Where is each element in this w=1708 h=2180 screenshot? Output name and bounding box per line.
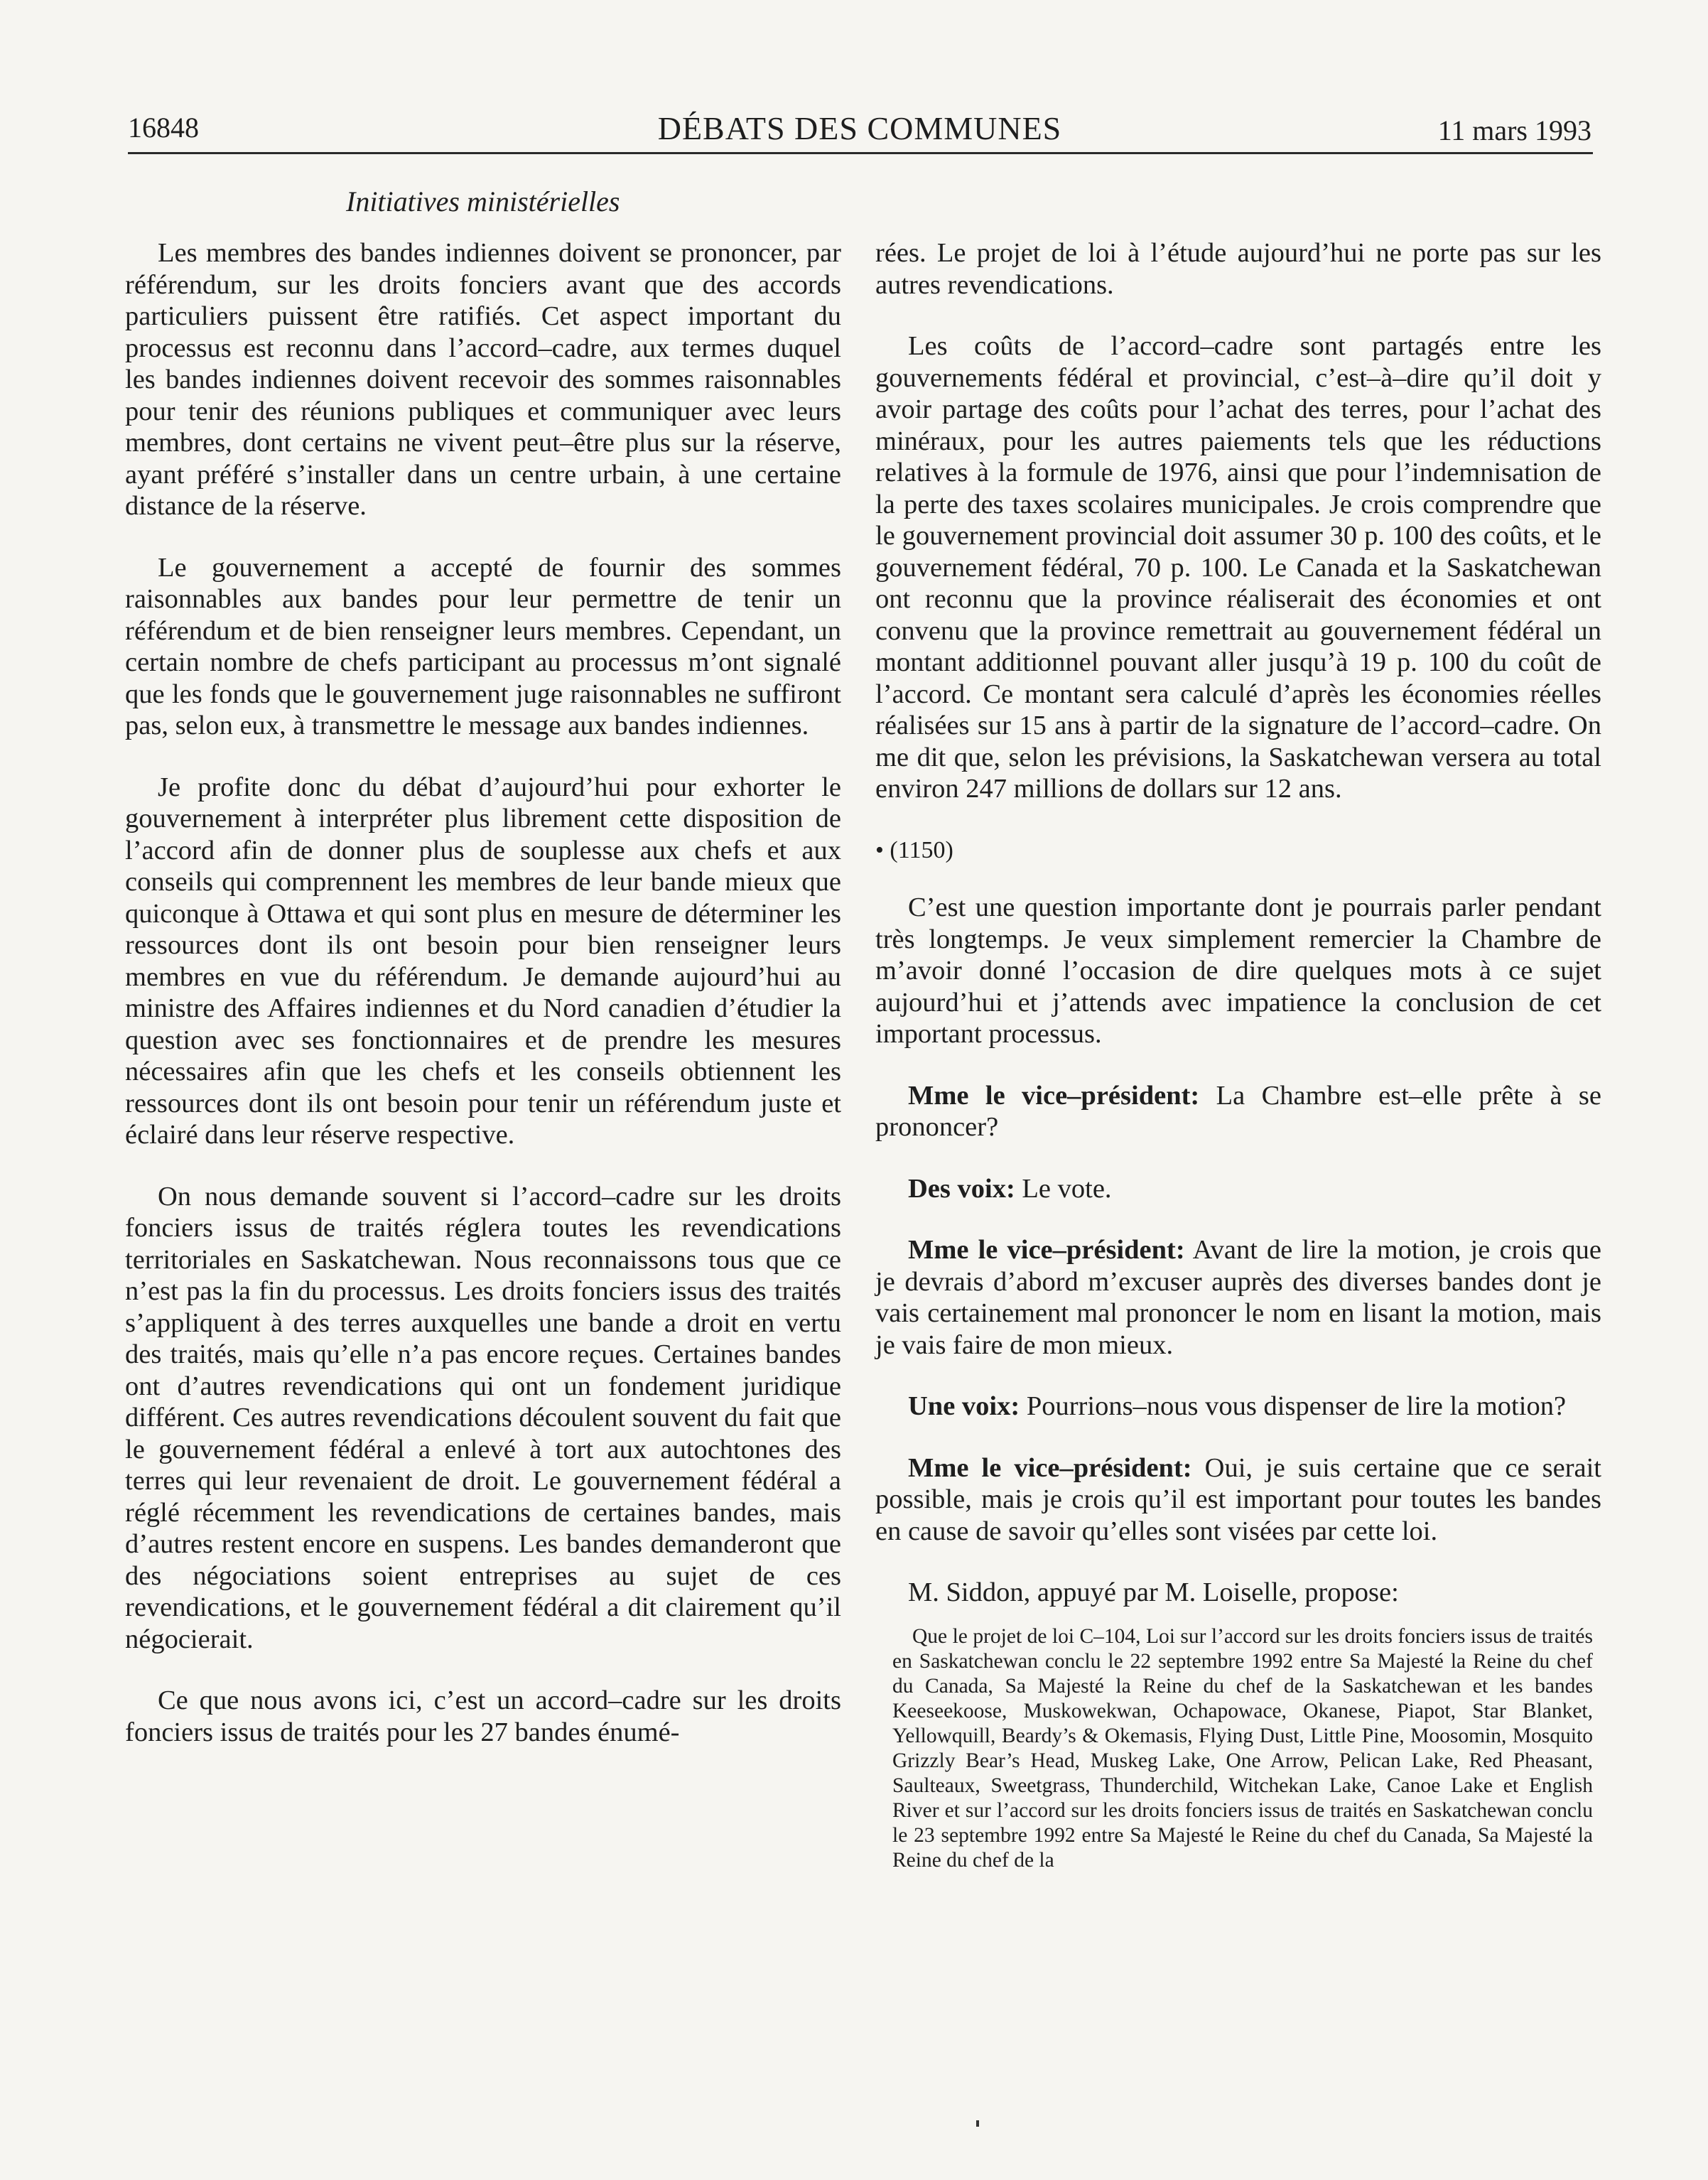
page-number: 16848 [128,112,199,144]
paragraph: On nous demande souvent si l’accord–cadre sur les droits fonciers issus de traités réglera toutes les revendications territoriales en Saskatchewan. Nous reconnaissons tous que ce n’est pas la fin du processus. Les droits fonciers issus des traités s’appliquent à des terres auxquelles une bande a droit en vertu des traités, mais qu’elle n’a pas encore reçues. Certaines bandes ont d’autres revendications qui ont un fondement juridique différent. Ces autres revendications découlent souvent du fait que le gouvernement fédéral a enlevé à tort aux autochtones des terres qui leur revenaient de droit. Le gouvernement fédéral a réglé récemment les revendications de certaines bandes, mais d’autres restent encore en suspens. Les bandes demanderont que des négociations soient entreprises au sujet de ces revendications, et le gouvernement fédéral a dit clairement qu’il négocierait. [125,1181,841,1654]
paragraph: Les coûts de l’accord–cadre sont partagés entre les gouvernements fédéral et provincial, c’est–à–dire qu’il doit y avoir partage des coûts pour l’achat des terres, pour l’achat des minéraux, pour les autres paiements tels que les réductions relatives à la formule de 1976, ainsi que pour l’indemnisation de la perte des taxes scolaires municipales. Je crois comprendre que le gouvernement provincial doit assumer 30 p. 100 des coûts, et le gouvernement fédéral, 70 p. 100. Le Canada et la Saskatchewan ont reconnu que la province réaliserait des économies et ont convenu que la province remettrait au gouvernement fédéral un montant additionnel pouvant aller jusqu’à 19 p. 100 du coût de l’accord. Ce montant sera calculé d’après les économies réelles réalisées sur 15 ans à partir de la signature de l’accord–cadre. On me dit que, selon les prévisions, la Saskatchewan versera au total environ 247 millions de dollars sur 12 ans. [875,331,1601,804]
speaker-name: Mme le vice–président: [908,1080,1200,1111]
speech-text: La Chambre est–elle prête à se prononcer? [875,1080,1601,1142]
paragraph: rées. Le projet de loi à l’étude aujourd’hui ne porte pas sur les autres revendications. [875,238,1601,300]
right-column [875,237,1601,1873]
left-column [125,237,841,1778]
paragraph: Ce que nous avons ici, c’est un accord–cadre sur les droits fonciers issus de traités pour les 27 bandes énumé- [125,1685,841,1747]
motion-intro: M. Siddon, appuyé par M. Loiselle, propose: [908,1577,1399,1607]
header-rule [128,152,1593,154]
speech-text: Le vote. [1015,1173,1112,1204]
speech [875,1173,1601,1205]
publication-title: DÉBATS DES COMMUNES [657,110,1062,146]
page-mark [976,2120,979,2127]
speech [875,1234,1601,1361]
page-header [128,111,1591,153]
speaker-name: Mme le vice–président: [908,1452,1192,1483]
speech [875,1080,1601,1143]
speaker-name: Une voix: [908,1391,1020,1421]
section-heading: Initiatives ministérielles [346,185,620,217]
paragraph: Les membres des bandes indiennes doivent se prononcer, par référendum, sur les droits fonciers avant que des accords particuliers puissent être ratifiés. Cet aspect important du processus est reconnu dans l’accord–cadre, aux termes duquel les bandes indiennes doivent recevoir des sommes raisonnables pour tenir des réunions publiques et communiquer avec leurs membres, dont certains ne vivent peut–être plus sur la réserve, ayant préféré s’installer dans un centre urbain, à une certaine distance de la réserve. [125,238,841,521]
speech-text: Avant de lire la motion, je crois que je devrais d’abord m’excuser auprès des diverses bandes dont je vais certainement mal prononcer le nom en lisant la motion, mais je vais faire de mon mieux. [875,1235,1601,1360]
speaker-name: Des voix: [908,1173,1015,1204]
speech-text: Oui, je suis certaine que ce serait possible, mais je crois qu’il est important pour toutes les bandes en cause de savoir qu’elles sont visées par cette loi. [875,1452,1601,1546]
speech [875,1452,1601,1548]
paragraph: Je profite donc du débat d’aujourd’hui pour exhorter le gouvernement à interpréter plus librement cette disposition de l’accord afin de donner plus de souplesse aux chefs et aux conseils qui comprennent les membres de leur bande mieux que quiconque à Ottawa et qui sont plus en mesure de déterminer les ressources dont ils ont besoin pour bien renseigner leurs membres en vue du référendum. Je demande aujourd’hui au ministre des Affaires indiennes et du Nord canadien d’étudier la question avec ses fonctionnaires et de prendre les mesures nécessaires afin que les chefs et les conseils obtiennent les ressources dont ils ont besoin pour tenir un référendum juste et éclairé dans leur réserve respective. [125,772,841,1150]
speaker-name: Mme le vice–président: [908,1235,1185,1265]
paragraph: Le gouvernement a accepté de fournir des sommes raisonnables aux bandes pour leur permettre de tenir un référendum et de bien renseigner leurs membres. Cependant, un certain nombre de chefs participant au processus m’ont signalé que les fonds que le gouvernement juge raisonnables ne suffiront pas, selon eux, à transmettre le message aux bandes indiennes. [125,552,841,740]
speech [875,1391,1601,1423]
speech-text: Pourrions–nous vous dispenser de lire la motion? [1020,1391,1567,1421]
publication-date: 11 mars 1993 [1437,114,1591,146]
time-marker: • (1150) [875,836,953,863]
paragraph: C’est une question importante dont je pourrais parler pendant très longtemps. Je veux simplement remercier la Chambre de m’avoir donné l’occasion de dire quelques mots à ce sujet aujourd’hui et j’attends avec impatience la conclusion de cet important processus. [875,892,1601,1049]
motion-text: Que le projet de loi C–104, Loi sur l’accord sur les droits fonciers issus de traités en Saskatchewan conclu le 22 septembre 1992 entre Sa Majesté la Reine du chef du Canada, Sa Majesté la Reine du chef de la Saskatchewan et les bandes Keeseekoose, Muskowekwan, Ochapowace, Okanese, Piapot, Star Blanket, Yellowquill, Beardy’s & Okemasis, Flying Dust, Little Pine, Moosomin, Mosquito Grizzly Bear’s Head, Muskeg Lake, One Arrow, Pelican Lake, Red Pheasant, Saulteaux, Sweetgrass, Thunderchild, Witchekan Lake, Canoe Lake et English River et sur l’accord sur les droits fonciers issus de traités en Saskatchewan conclu le 23 septembre 1992 entre Sa Majesté le Reine du chef du Canada, Sa Majesté la Reine du chef de la [892,1624,1593,1872]
